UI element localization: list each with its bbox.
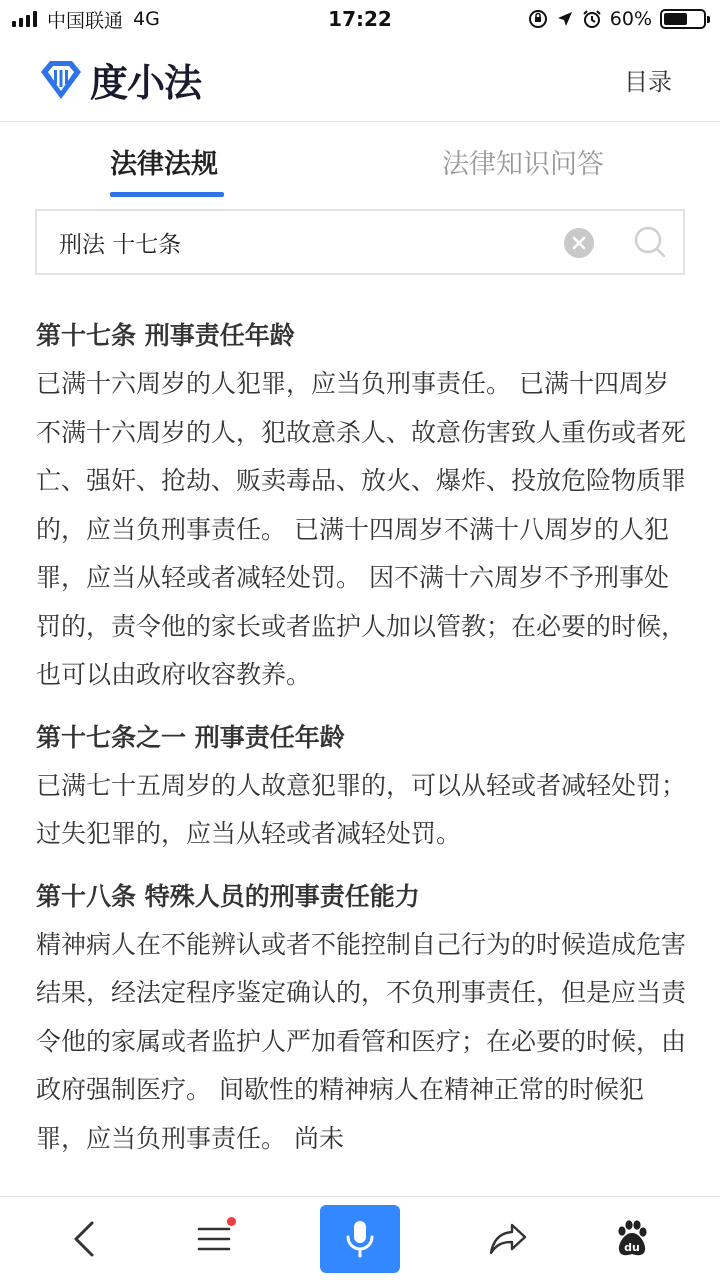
- status-time: 17:22: [328, 7, 392, 31]
- app-header: [0, 38, 720, 122]
- notification-dot: [227, 1217, 236, 1226]
- battery-level: [664, 13, 687, 25]
- article-title: 第十八条 特殊人员的刑事责任能力: [36, 881, 420, 911]
- microphone-icon: [344, 1219, 376, 1259]
- search-icon[interactable]: [633, 225, 667, 259]
- logo[interactable]: [38, 52, 201, 107]
- article-body: 已满十六周岁的人犯罪，应当负刑事责任。 已满十四周岁不满十六周岁的人，犯故意杀人、故意伤害致人重伤或者死亡、强奸、抢劫、贩卖毒品、放火、爆炸、投放危险物质罪的，应当负刑事责任。 已满十四周岁不满十八周岁的人犯罪，应当从轻或者减轻处罚。 因不满十六周岁不予刑事处罚的，责令他的家长或者监护人加以管教；在必要的时候，也可以由政府收容教养。: [36, 369, 686, 689]
- network-label: 4G: [133, 8, 160, 30]
- article-body: 精神病人在不能辨认或者不能控制自己行为的时候造成危害结果，经法定程序鉴定确认的，不负刑事责任，但是应当责令他的家属或者监护人严加看管和医疗；在必要的时候，由政府强制医疗。 间歇性的精神病人在精神正常的时候犯罪，应当负刑事责任。 尚未: [36, 929, 686, 1153]
- share-icon: [488, 1221, 528, 1257]
- menu-icon: [197, 1224, 231, 1254]
- status-right: [528, 0, 706, 38]
- carrier-label: 中国联通: [47, 9, 124, 32]
- svg-text:du: du: [624, 1241, 640, 1254]
- article-title: 第十七条之一 刑事责任年龄: [36, 722, 345, 752]
- article-18: [36, 873, 686, 1164]
- battery-percent: 60%: [609, 8, 652, 30]
- active-tab-indicator: [110, 192, 224, 197]
- battery-icon: [660, 9, 706, 29]
- back-button[interactable]: [56, 1197, 112, 1280]
- alarm-icon: [582, 9, 602, 29]
- tab-legal-qa[interactable]: 法律知识问答: [442, 149, 604, 180]
- baidu-button[interactable]: [604, 1197, 660, 1280]
- scales-shield-icon: [38, 58, 84, 102]
- logo-text: 度小法: [90, 61, 202, 105]
- toc-button[interactable]: 目录: [624, 68, 672, 96]
- clear-icon[interactable]: [564, 228, 594, 258]
- article-17-1: [36, 714, 686, 859]
- search-input[interactable]: [59, 211, 559, 273]
- location-icon: [556, 10, 574, 28]
- share-button[interactable]: [480, 1197, 536, 1280]
- bottom-toolbar: [0, 1196, 720, 1280]
- orientation-lock-icon: [528, 9, 548, 29]
- status-bar: [0, 0, 720, 38]
- paw-icon: [614, 1220, 650, 1258]
- law-article-list: [36, 312, 686, 1196]
- tab-bar: [0, 122, 720, 200]
- tab-laws[interactable]: 法律法规: [110, 149, 218, 180]
- voice-search-button[interactable]: [320, 1205, 400, 1273]
- article-body: 已满七十五周岁的人故意犯罪的，可以从轻或者减轻处罚；过失犯罪的，应当从轻或者减轻处罚。: [36, 770, 686, 848]
- article-17: [36, 312, 686, 700]
- search-box: [35, 209, 685, 275]
- chevron-left-icon: [70, 1219, 98, 1259]
- article-title: 第十七条 刑事责任年龄: [36, 321, 295, 350]
- menu-button[interactable]: [186, 1197, 242, 1280]
